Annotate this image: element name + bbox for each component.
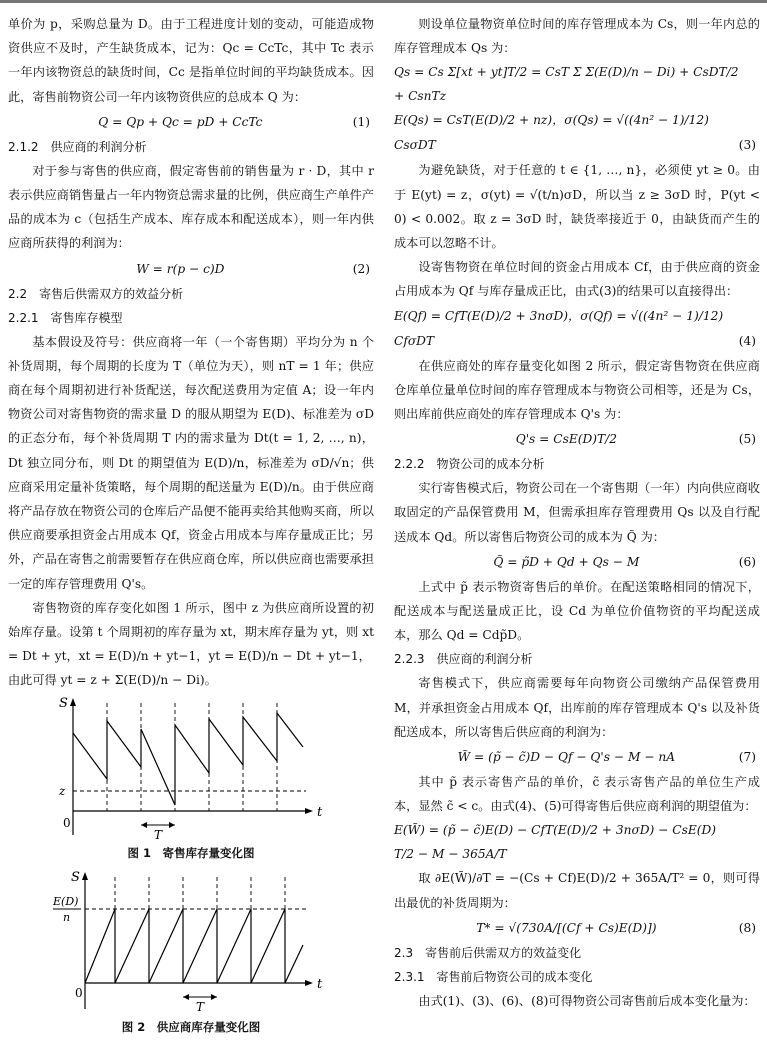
section-heading: 2.2.1 寄售库存模型 [8,310,123,325]
period-markers [107,703,277,811]
equation-number: (6) [738,554,756,569]
paragraph: 寄售模式下，供应商需要每年向物资公司缴纳产品保管费用 M，并承担资金占用成本 Qf，出库前的库存管理成本 Q's 以及补货配送成本，所以寄售后供应商的利润为： [394,676,760,739]
paragraph: 为避免缺货，对于任意的 t ∈ {1, …, n}，必须使 yt ≥ 0。由于 E(yt) = z，σ(yt) = √(t/n)σD，所以当 z ≥ 3σD 时，P(yt < 0) < 0.002。取 z = 3σD 时，缺货率接近于 0，由缺货而产生的成本可以忽略不计。 [394,163,760,251]
figure-1-inventory-chart [51,693,331,843]
x-axis-arrow [305,980,313,986]
equation-4 [394,329,760,353]
paragraph: 对于参与寄售的供应商，假定寄售前的销售量为 r · D，其中 r 表示供应商销售量占一年内物资总需求量的比例，供应商生产单件产品的成本为 c（包括生产成本、库存成本和配送成本），则一年内供应商所获得的利润为： [8,163,374,251]
y-axis-label: S [59,695,68,711]
period-label: T [196,999,205,1014]
equation-qs-line1: Qs = Cs Σ[xt + yt]T/2 = CsT Σ Σ(E(D)/n − Di) + CsDT/2 [394,65,739,80]
period-arrow-right [169,822,175,828]
origin-label: 0 [75,985,83,1000]
x-axis-label: t [317,976,323,992]
equation-3-line1: E(Qs) = CsT(E(D)/2 + nz)，σ(Qs) = √((4n² − 1)/12) [394,113,709,128]
y-axis-arrow [82,872,88,880]
equation-1 [8,110,374,134]
section-heading: 2.2.3 供应商的利润分析 [394,652,533,667]
paragraph: 由式(1)、(3)、(6)、(8)可得物资公司寄售前后成本变化量为： [418,993,756,1008]
equation-5 [394,427,760,451]
paragraph: 取 ∂E(W̃)/∂T = −(Cs + Cf)E(D)/2 + 365A/T² = 0，则可得出最优的补货周期为： [394,871,760,910]
equation-body: Q̃ = p̃D + Qd + Qs − M [493,554,640,569]
period-label: T [154,827,163,842]
level-denominator: n [63,910,71,924]
paragraph: 由此可得 yt = z + Σ(E(D)/n − Di)。 [8,673,217,688]
equation-number: (8) [738,920,756,935]
period-markers [115,877,285,983]
section-heading: 2.3 寄售前后供需双方的效益变化 [394,945,582,960]
paragraph: 设寄售物资在单位时间的资金占用成本 Cf，由于供应商的资金占用成本为 Qf 与库存量成正比，由式(3)的结果可以直接得出： [394,260,760,299]
equation-4-line1: E(Qf) = CfT(E(D)/2 + 3nσD)，σ(Qf) = √((4n² − 1)/12) [394,308,724,323]
equation-body: Q's = CsE(D)T/2 [515,432,618,447]
equation-body: W̃ = (p̃ − c̃)D − Qf − Q's − M − nA [457,750,676,765]
equation-ew-line1: E(W̃) = (p̃ − c̃)E(D) − CfT(E(D)/2 + 3nσD) − CsE(D) [394,823,717,838]
origin-label: 0 [63,815,71,830]
figure-2-inventory-chart [51,867,331,1017]
x-axis-arrow [305,808,313,814]
right-column [394,12,760,1013]
y-axis-arrow [70,698,76,706]
equation-number: (3) [738,138,756,153]
equation-2 [8,257,374,281]
level-numerator: E(D) [53,894,79,908]
level-z-label: z [59,783,66,798]
equation-7 [394,745,760,769]
paragraph: 在供应商处的库存量变化如图 2 所示，假定寄售物资在供应商仓库单位量单位时间的库存管理成本与物资公司相等，还是为 Cs，则出库前供应商处的库存管理成本 Q's 为： [394,358,761,422]
page-header-rule [0,0,767,3]
equation-number: (4) [738,333,756,348]
equation-6 [394,550,760,574]
period-arrow-left [141,822,147,828]
equation-body: Q = Qp + Qc = pD + CcTc [98,114,263,129]
equation-body: CfσDT [394,333,435,348]
section-heading: 2.3.1 寄售前后物资公司的成本变化 [394,969,593,984]
paragraph: 其中 p̃ 表示寄售产品的单价，c̃ 表示寄售产品的单位生产成本，显然 c̃ < c。由式(4)、(5)可得寄售后供应商利润的期望值为： [394,775,760,814]
equation-body: T* = √(730A/[(Cf + Cs)E(D)]) [476,920,657,935]
section-heading: 2.1.2 供应商的利润分析 [8,139,147,154]
equation-3 [394,133,760,157]
equation-qs-line2: + CsnTz [394,89,447,104]
period-arrow-left [183,994,189,1000]
equation-body: CsσDT [394,138,436,153]
section-heading: 2.2.2 物资公司的成本分析 [394,457,545,472]
paragraph: 单价为 p，采购总量为 D。由于工程进度计划的变动，可能造成物资供应不及时，产生缺货成本，记为：Qc = CcTc，其中 Tc 表示一年内该物资总的缺货时间，Cc 是指单位时间的平均缺货成本。因此，寄售前物资公司一年内该物资供应的总成本 Q 为： [8,17,374,104]
equation-number: (7) [738,750,756,765]
y-axis-label: S [71,869,80,885]
figure-2-caption: 图 2 供应商库存量变化图 [121,1019,261,1034]
paragraph: 寄售物资的库存变化如图 1 所示，图中 z 为供应商所设置的初始库存量。设第 t 个周期初的库存量为 xt，期末库存量为 yt，则 xt = Dt + yt，xt = E(D)/n + yt−1，yt = E(D)/n − Dt + yt−1， [8,600,374,664]
paragraph: 则设单位量物资单位时间的库存管理成本为 Cs，则一年内总的库存管理成本 Qs 为： [394,17,760,56]
equation-8 [394,916,760,940]
paragraph: 实行寄售模式后，物资公司在一个寄售期（一年）内向供应商收取固定的产品保管费用 M，但需承担库存管理费用 Qs 以及自行配送成本 Qd。所以寄售后物资公司的成本为 Q̃ 为： [394,481,760,544]
equation-ew-line2: T/2 − M − 365A/T [394,847,507,862]
equation-number: (2) [352,261,370,276]
equation-number: (1) [352,114,370,129]
paragraph: 上式中 p̃ 表示物资寄售后的单价。在配送策略相同的情况下，配送成本与配送量成正比，设 Cd 为单位价值物资的平均配送成本，那么 Qd = Cdp̃D。 [394,579,760,643]
section-heading: 2.2 寄售后供需双方的效益分析 [8,286,184,301]
left-column [8,12,374,1041]
equation-body: W = r(p − c)D [136,261,225,276]
supplier-sawtooth [85,909,303,983]
figure-1-caption: 图 1 寄售库存量变化图 [127,845,255,860]
equation-number: (5) [738,432,756,447]
paragraph: 基本假设及符号：供应商将一年（一个寄售期）平均分为 n 个补货周期，每个周期的长度为 T（单位为天），则 nT = 1 年；供应商在每个周期初进行补货配送，每次配送费用为定值 A；设一年内物资公司对寄售物资的需求量 D 的服从期望为 E(D)、标准差为 σD 的正态分布，每个补货周期 T 内的需求量为 Dt(t = 1, 2, …, n)，Dt 独立同分布，则 Dt 的期望值为 E(D)/n，标准差为 σD/√n；供应商采用定量补货策略，每个周期的配送量为 E(D)/n。由于供应商将产品存放在物资公司的仓库后产品便不能再卖给其他购买商，所以供应商要承担资金占用成本 Qf，资金占用成本与库存量成正比；另外，产品在寄售之前需要暂存在供应商仓库，所以供应商也需要承担一定的库存管理费用 Q's。 [8,334,374,591]
period-arrow-right [211,994,217,1000]
x-axis-label: t [317,804,323,820]
